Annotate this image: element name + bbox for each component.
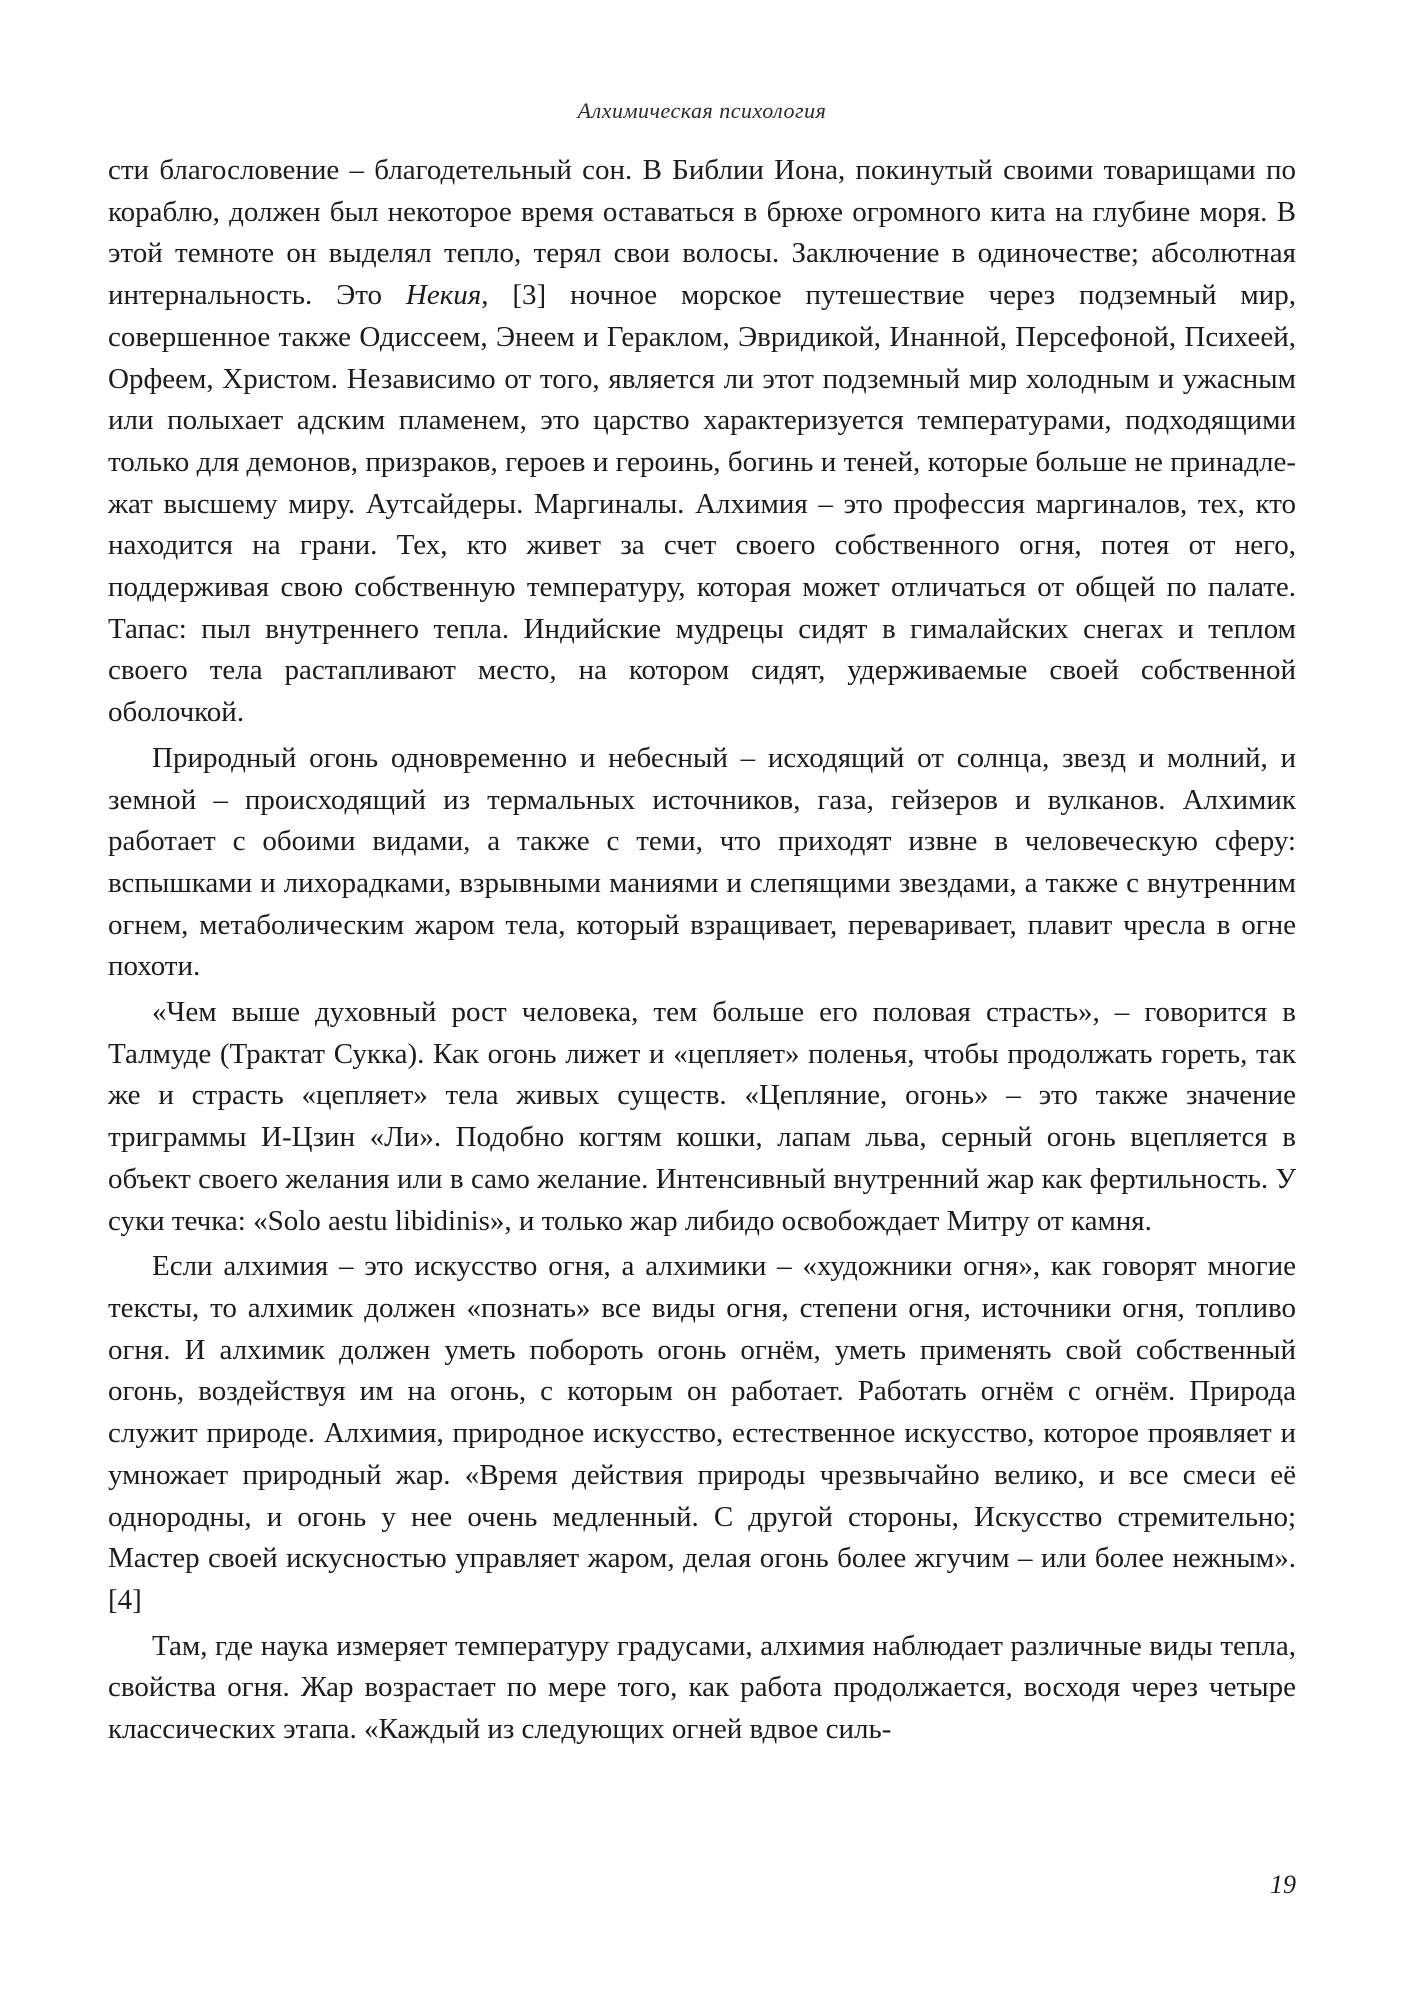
running-head: Алхимическая психология [577, 98, 827, 123]
paragraph-2 [108, 738, 1296, 988]
text-segment: «Чем выше духовный рост человека, тем больше его половая страсть», – говорится в Талмуде (Трактат Сукка). Как огонь лижет и «цепляет» поленья, чтобы продолжать гореть, так же и страсть «цепляет» тела живых существ. «Цепляние, огонь» – это также значение триграммы И-Цзин «Ли». Подобно когтям кошки, лапам льва, серный огонь вцепляется в объект своего желания или в само желание. Интенсивный внутренний жар как фертильность. У суки течка: «Solo aestu libidinis», и только жар либидо освобождает Митру от камня. [108, 996, 1296, 1237]
text-segment: Там, где наука измеряет температуру градусами, алхимия наблюдает различные виды тепла, свойства огня. Жар возрастает по мере того, как работа продолжается, восходя через четыре классических этапа. «Каждый из следующих огней вдвое силь- [108, 1629, 1296, 1746]
paragraph-4 [108, 1246, 1296, 1621]
text-segment: Природный огонь одновременно и небесный – исходящий от солнца, звезд и молний, и земной – происходящий из термальных источников, газа, гейзеров и вулканов. Алхимик работает с обоими видами, а также с теми, что приходят извне в человеческую сферу: вспышками и лихорадками, взрывными маниями и слепящими звездами, а также с внутренним огнем, метаболическим жаром тела, который взращивает, переваривает, плавит чресла в огне похоти. [108, 741, 1296, 983]
text-segment: , [3] ночное морское путешествие через подземный мир, совершенное также Одиссеем, Энеем и Гераклом, Эвридикой, Инанной, Персефоной, Психеей, Орфеем, Христом. Независимо от того, является ли этот подземный мир холодным и ужасным или полыхает адским пламенем, это царство характеризуется температурами, подходящими только для демонов, призраков, героев и героинь, богинь и теней, которые больше не принадлежат высшему миру. Аутсайдеры. Маргиналы. Алхимия – это профессия маргиналов, тех, кто находится на грани. Тех, кто живет за счет своего собственного огня, потея от него, поддерживая свою собственную температуру, которая может отличаться от общей по палате. Тапас: пыл внутреннего тепла. Индийские мудрецы сидят в гималайских снегах и теплом своего тела растапливают место, на котором сидят, удерживаемые своей собственной оболочкой. [108, 279, 1297, 729]
page-number: 19 [1270, 1870, 1296, 1899]
paragraph-1 [108, 150, 1296, 734]
text-segment: Если алхимия – это искусство огня, а алхимики – «художники огня», как говорят многие тексты, то алхимик должен «познать» все виды огня, степени огня, источники огня, топливо огня. И алхимик должен уметь побороть огонь огнём, уметь применять свой собственный огонь, воздействуя им на огонь, с которым он работает. Работать огнём с огнём. Природа служит природе. Алхимия, природное искусство, естественное искусство, которое проявляет и умножает природный жар. «Время действия природы чрезвычайно велико, и все смеси её однородны, и огонь у нее очень медленный. С другой стороны, Искусство стремительно; Мастер своей искусностью управляет жаром, делая огонь более жгучим – или более нежным». [4] [108, 1250, 1296, 1616]
body-text [108, 150, 1296, 1751]
paragraph-3 [108, 992, 1296, 1242]
italic-term-nekyia: Некия [405, 279, 482, 312]
paragraph-5 [108, 1626, 1296, 1751]
text-segment: сти благословение – благодетельный сон. В Библии Иона, покинутый своими товарищами по кораблю, должен был некоторое время оставаться в брюхе огромного кита на глубине моря. В этой темноте он выделял тепло, терял свои волосы. Заключение в одиночестве; абсолютная интернальность. Это [108, 154, 1296, 312]
